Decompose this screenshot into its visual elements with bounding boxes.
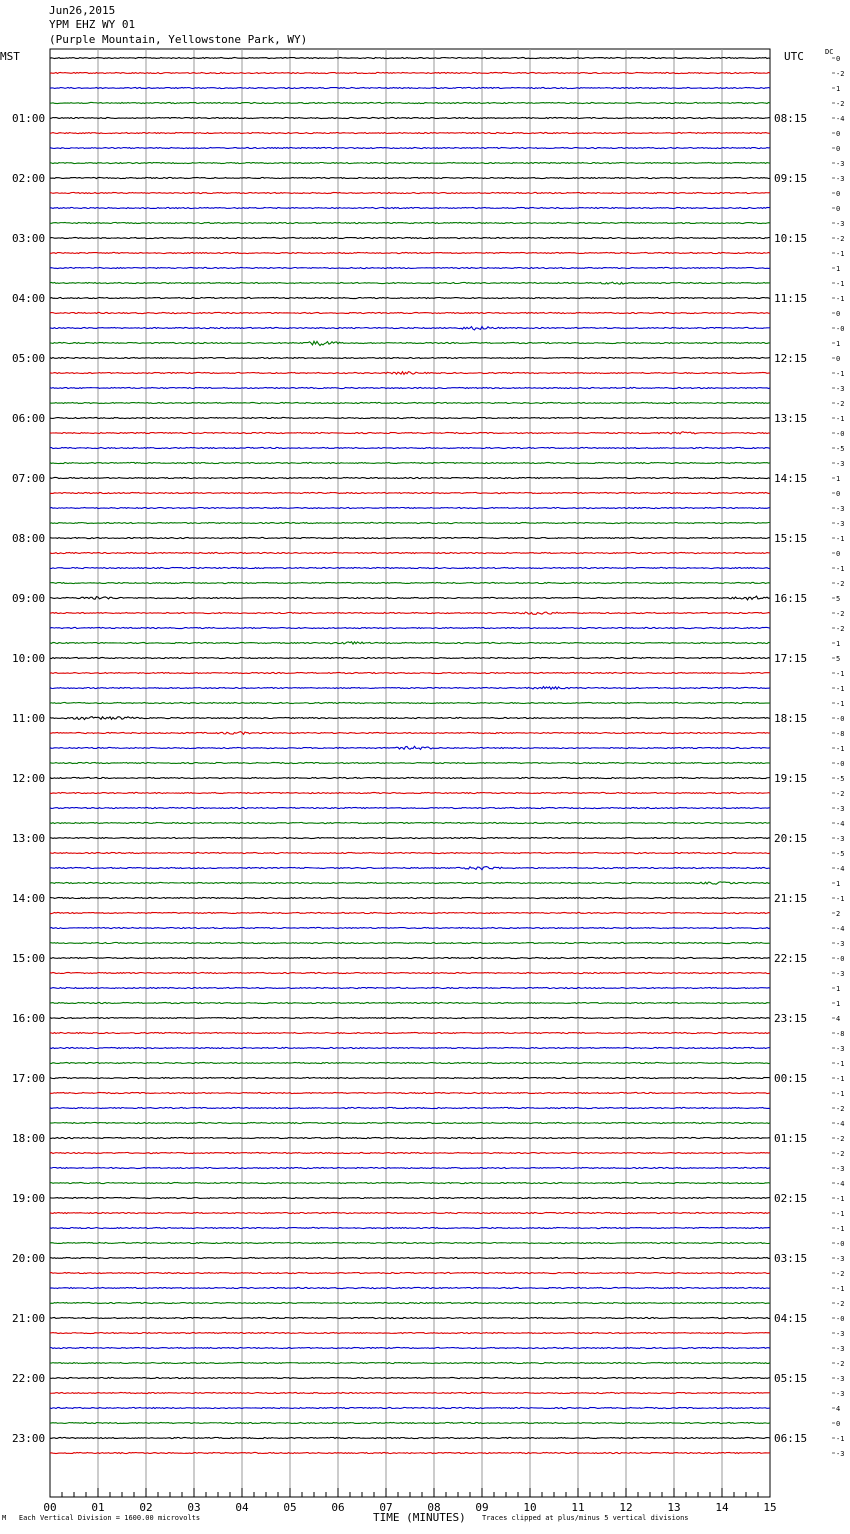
dc-offset-label: -8 — [836, 1030, 845, 1038]
dc-offset-label: -4 — [836, 1180, 845, 1188]
trace-row — [50, 1092, 770, 1093]
dc-offset-label: -3 — [836, 220, 845, 228]
x-tick-label: 12 — [619, 1501, 633, 1514]
dc-offset-label: 0 — [836, 205, 841, 213]
utc-hour-label: 08:15 — [774, 112, 808, 125]
x-tick-label: 15 — [763, 1501, 777, 1514]
dc-offset-label: -3 — [836, 505, 845, 513]
mst-hour-label: 16:00 — [12, 1012, 46, 1025]
trace-row — [50, 432, 770, 434]
dc-offset-label: -1 — [836, 670, 845, 678]
mst-hour-label: 18:00 — [12, 1132, 46, 1145]
dc-offset-label: 0 — [836, 550, 841, 558]
utc-hour-label: 06:15 — [774, 1432, 808, 1445]
trace-row — [50, 462, 770, 463]
trace-row — [50, 447, 770, 448]
dc-offset-header: DC — [825, 48, 834, 56]
mst-hour-label: 01:00 — [12, 112, 46, 125]
trace-row — [50, 57, 770, 58]
x-tick-label: 08 — [427, 1501, 441, 1514]
dc-offset-label: 4 — [836, 1405, 841, 1413]
trace-row — [50, 582, 770, 583]
trace-row — [50, 1077, 770, 1078]
dc-offset-label: -0 — [836, 760, 845, 768]
dc-offset-label: -3 — [836, 160, 845, 168]
dc-offset-label: -3 — [836, 1450, 845, 1458]
trace-row — [50, 1197, 770, 1198]
trace-row — [50, 282, 770, 284]
dc-offset-label: 0 — [836, 190, 841, 198]
trace-row — [50, 1227, 770, 1228]
utc-hour-label: 22:15 — [774, 952, 808, 965]
dc-offset-label: -2 — [836, 1360, 845, 1368]
trace-row — [50, 147, 770, 148]
trace-row — [50, 942, 770, 943]
dc-offset-label: -2 — [836, 1150, 845, 1158]
trace-row — [50, 387, 770, 388]
dc-offset-label: -2 — [836, 100, 845, 108]
mst-hour-label: 13:00 — [12, 832, 46, 845]
mst-hour-label: 07:00 — [12, 472, 46, 485]
dc-offset-label: -2 — [836, 610, 845, 618]
utc-hour-label: 23:15 — [774, 1012, 808, 1025]
dc-offset-label: -3 — [836, 805, 845, 813]
trace-row — [50, 1317, 770, 1318]
trace-row — [50, 1137, 770, 1138]
trace-row — [50, 1377, 770, 1378]
trace-row — [50, 1287, 770, 1288]
dc-offset-label: -5 — [836, 775, 845, 783]
trace-row — [50, 372, 770, 375]
dc-offset-label: -1 — [836, 415, 845, 423]
dc-offset-label: -1 — [836, 1225, 845, 1233]
dc-offset-label: -2 — [836, 1270, 845, 1278]
dc-offset-label: -4 — [836, 865, 845, 873]
mst-hour-label: 22:00 — [12, 1372, 46, 1385]
trace-row — [50, 972, 770, 973]
trace-row — [50, 882, 770, 884]
dc-offset-label: -0 — [836, 715, 845, 723]
trace-row — [50, 312, 770, 313]
dc-offset-label: 0 — [836, 55, 841, 63]
trace-row — [50, 672, 770, 673]
trace-row — [50, 642, 770, 644]
trace-row — [50, 567, 770, 568]
mst-hour-label: 15:00 — [12, 952, 46, 965]
utc-hour-label: 11:15 — [774, 292, 808, 305]
mst-hour-label: 05:00 — [12, 352, 46, 365]
utc-hour-label: 17:15 — [774, 652, 808, 665]
dc-offset-label: -0 — [836, 325, 845, 333]
dc-offset-label: -3 — [836, 1165, 845, 1173]
dc-offset-label: -2 — [836, 580, 845, 588]
dc-offset-label: 0 — [836, 310, 841, 318]
utc-hour-label: 09:15 — [774, 172, 808, 185]
dc-offset-label: 1 — [836, 1000, 841, 1008]
dc-offset-label: -3 — [836, 1390, 845, 1398]
x-tick-label: 07 — [379, 1501, 393, 1514]
dc-offset-label: -1 — [836, 1435, 845, 1443]
dc-offset-label: 4 — [836, 1015, 841, 1023]
trace-row — [50, 87, 770, 88]
dc-offset-label: -1 — [836, 685, 845, 693]
grid-layer — [50, 49, 770, 1497]
dc-offset-label: -2 — [836, 1135, 845, 1143]
dc-offset-label: -1 — [836, 1285, 845, 1293]
trace-row — [50, 477, 770, 478]
dc-offset-label: -3 — [836, 520, 845, 528]
trace-row — [50, 132, 770, 133]
trace-row — [50, 492, 770, 493]
utc-hour-label: 15:15 — [774, 532, 808, 545]
dc-offset-label: -4 — [836, 820, 845, 828]
trace-row — [50, 807, 770, 808]
trace-row — [50, 326, 770, 329]
trace-row — [50, 1182, 770, 1183]
dc-offset-label: -3 — [836, 835, 845, 843]
x-tick-label: 03 — [187, 1501, 201, 1514]
trace-row — [50, 1257, 770, 1258]
dc-offset-label: -3 — [836, 385, 845, 393]
trace-row — [50, 1107, 770, 1108]
utc-hour-label: 04:15 — [774, 1312, 808, 1325]
trace-row — [50, 102, 770, 103]
trace-row — [50, 657, 770, 658]
dc-offset-label: 1 — [836, 985, 841, 993]
dc-offset-label: -1 — [836, 745, 845, 753]
dc-offset-label: -8 — [836, 730, 845, 738]
trace-row — [50, 1422, 770, 1423]
utc-hour-label: 18:15 — [774, 712, 808, 725]
mst-hour-label: 12:00 — [12, 772, 46, 785]
mst-hour-label: 08:00 — [12, 532, 46, 545]
trace-row — [50, 402, 770, 403]
trace-row — [50, 1407, 770, 1408]
dc-offset-label: 1 — [836, 85, 841, 93]
scale-note-text: Each Vertical Division = 1600.00 microvolts — [18, 1514, 201, 1522]
trace-row — [50, 267, 770, 268]
trace-row — [50, 867, 770, 870]
x-tick-label: 01 — [91, 1501, 105, 1514]
trace-row — [50, 207, 770, 208]
dc-offset-label: -1 — [836, 895, 845, 903]
x-tick-label: 10 — [523, 1501, 537, 1514]
trace-row — [50, 822, 770, 823]
clip-note: Traces clipped at plus/minus 5 vertical divisions — [482, 1514, 689, 1522]
trace-row — [50, 687, 770, 690]
dc-offset-label: -2 — [836, 400, 845, 408]
scale-note — [2, 1514, 200, 1522]
trace-row — [50, 297, 770, 298]
trace-row — [50, 237, 770, 238]
dc-offset-label: -1 — [836, 280, 845, 288]
trace-row — [50, 1047, 770, 1048]
trace-row — [50, 117, 770, 118]
dc-offset-label: -1 — [836, 565, 845, 573]
trace-row — [50, 1017, 770, 1018]
trace-row — [50, 1212, 770, 1213]
trace-row — [50, 341, 770, 345]
dc-offset-label: -5 — [836, 445, 845, 453]
trace-row — [50, 897, 770, 898]
dc-offset-label: -1 — [836, 1075, 845, 1083]
trace-row — [50, 1032, 770, 1033]
dc-offset-label: -2 — [836, 790, 845, 798]
dc-offset-label: -1 — [836, 700, 845, 708]
dc-offset-label: -2 — [836, 625, 845, 633]
mst-hour-label: 11:00 — [12, 712, 46, 725]
dc-offset-label: 1 — [836, 340, 841, 348]
trace-row — [50, 192, 770, 193]
chart-date: Jun26,2015 — [49, 4, 116, 17]
trace-row — [50, 252, 770, 253]
trace-row — [50, 792, 770, 793]
mst-hour-label: 10:00 — [12, 652, 46, 665]
utc-hour-label: 19:15 — [774, 772, 808, 785]
x-tick-label: 09 — [475, 1501, 489, 1514]
x-tick-label: 06 — [331, 1501, 345, 1514]
dc-offset-label: -4 — [836, 1120, 845, 1128]
dc-offset-label: -2 — [836, 1300, 845, 1308]
dc-offset-label: 1 — [836, 880, 841, 888]
dc-offset-label: -3 — [836, 1345, 845, 1353]
utc-hour-label: 02:15 — [774, 1192, 808, 1205]
dc-offset-label: -1 — [836, 1195, 845, 1203]
right-timezone-label: UTC — [784, 50, 804, 63]
mst-hour-label: 06:00 — [12, 412, 46, 425]
x-tick-label: 14 — [715, 1501, 729, 1514]
mst-hour-label: 09:00 — [12, 592, 46, 605]
mst-hour-label: 19:00 — [12, 1192, 46, 1205]
mst-hour-label: 03:00 — [12, 232, 46, 245]
traces-layer — [50, 57, 770, 1453]
trace-row — [50, 177, 770, 178]
trace-row — [50, 1272, 770, 1273]
utc-hour-label: 16:15 — [774, 592, 808, 605]
trace-row — [50, 1362, 770, 1363]
trace-row — [50, 537, 770, 538]
trace-row — [50, 1167, 770, 1168]
trace-row — [50, 162, 770, 163]
dc-offset-label: 0 — [836, 355, 841, 363]
utc-hour-label: 20:15 — [774, 832, 808, 845]
trace-row — [50, 1347, 770, 1348]
trace-row — [50, 777, 770, 778]
dc-offset-label: -1 — [836, 1090, 845, 1098]
left-timezone-label: MST — [0, 50, 20, 63]
dc-offset-label: 5 — [836, 595, 841, 603]
trace-row — [50, 1152, 770, 1153]
trace-row — [50, 746, 770, 749]
dc-offset-label: -3 — [836, 970, 845, 978]
dc-offset-label: -2 — [836, 70, 845, 78]
dc-offset-label: -3 — [836, 1045, 845, 1053]
trace-row — [50, 357, 770, 358]
dc-offset-label: -1 — [836, 1060, 845, 1068]
x-tick-label: 13 — [667, 1501, 681, 1514]
plot-frame — [50, 49, 770, 1497]
dc-offset-label: -1 — [836, 1210, 845, 1218]
trace-row — [50, 1242, 770, 1243]
trace-row — [50, 1002, 770, 1003]
utc-hour-label: 21:15 — [774, 892, 808, 905]
utc-hour-label: 03:15 — [774, 1252, 808, 1265]
trace-row — [50, 1302, 770, 1303]
dc-offset-label: -0 — [836, 1315, 845, 1323]
dc-offset-label: 5 — [836, 655, 841, 663]
trace-row — [50, 627, 770, 628]
utc-hour-label: 05:15 — [774, 1372, 808, 1385]
trace-row — [50, 732, 770, 735]
mst-hour-label: 20:00 — [12, 1252, 46, 1265]
x-tick-label: 11 — [571, 1501, 585, 1514]
footer-mark: M — [2, 1514, 7, 1522]
trace-row — [50, 507, 770, 508]
trace-row — [50, 852, 770, 853]
trace-row — [50, 1452, 770, 1453]
trace-row — [50, 702, 770, 703]
dc-offset-label: -3 — [836, 940, 845, 948]
trace-row — [50, 522, 770, 523]
labels-layer — [12, 55, 844, 1514]
x-tick-label: 04 — [235, 1501, 249, 1514]
mst-hour-label: 14:00 — [12, 892, 46, 905]
trace-row — [50, 552, 770, 553]
trace-row — [50, 912, 770, 913]
dc-offset-label: -3 — [836, 1255, 845, 1263]
x-tick-label: 02 — [139, 1501, 153, 1514]
dc-offset-label: 0 — [836, 130, 841, 138]
trace-row — [50, 987, 770, 988]
trace-row — [50, 222, 770, 223]
dc-offset-label: -5 — [836, 850, 845, 858]
utc-hour-label: 00:15 — [774, 1072, 808, 1085]
utc-hour-label: 01:15 — [774, 1132, 808, 1145]
utc-hour-label: 12:15 — [774, 352, 808, 365]
dc-offset-label: -4 — [836, 925, 845, 933]
dc-offset-label: -3 — [836, 175, 845, 183]
trace-row — [50, 72, 770, 73]
x-axis-title: TIME (MINUTES) — [373, 1511, 466, 1524]
trace-row — [50, 762, 770, 763]
dc-offset-label: -1 — [836, 370, 845, 378]
dc-offset-label: -1 — [836, 250, 845, 258]
dc-offset-label: 1 — [836, 265, 841, 273]
x-tick-label: 05 — [283, 1501, 297, 1514]
dc-offset-label: -2 — [836, 235, 845, 243]
dc-offset-label: -4 — [836, 115, 845, 123]
utc-hour-label: 10:15 — [774, 232, 808, 245]
dc-offset-label: 2 — [836, 910, 841, 918]
station-location: (Purple Mountain, Yellowstone Park, WY) — [49, 33, 308, 46]
dc-offset-label: 1 — [836, 640, 841, 648]
dc-offset-label: -1 — [836, 535, 845, 543]
dc-offset-label: 0 — [836, 490, 841, 498]
trace-row — [50, 1392, 770, 1393]
trace-row — [50, 957, 770, 958]
utc-hour-label: 14:15 — [774, 472, 808, 485]
mst-hour-label: 21:00 — [12, 1312, 46, 1325]
trace-row — [50, 927, 770, 928]
trace-row — [50, 717, 770, 720]
trace-row — [50, 612, 770, 614]
trace-row — [50, 1062, 770, 1063]
x-tick-label: 00 — [43, 1501, 57, 1514]
trace-row — [50, 596, 770, 600]
station-code: YPM EHZ WY 01 — [49, 18, 136, 31]
dc-offset-label: -2 — [836, 1105, 845, 1113]
trace-row — [50, 837, 770, 838]
dc-offset-label: -1 — [836, 295, 845, 303]
mst-hour-label: 23:00 — [12, 1432, 46, 1445]
mst-hour-label: 17:00 — [12, 1072, 46, 1085]
utc-hour-label: 13:15 — [774, 412, 808, 425]
trace-row — [50, 1122, 770, 1123]
dc-offset-label: -3 — [836, 460, 845, 468]
dc-offset-label: -0 — [836, 430, 845, 438]
dc-offset-label: -3 — [836, 1330, 845, 1338]
trace-row — [50, 1332, 770, 1333]
dc-offset-label: 1 — [836, 475, 841, 483]
dc-offset-label: -0 — [836, 1240, 845, 1248]
mst-hour-label: 04:00 — [12, 292, 46, 305]
dc-offset-label: 0 — [836, 1420, 841, 1428]
dc-offset-label: 0 — [836, 145, 841, 153]
dc-offset-label: -3 — [836, 1375, 845, 1383]
mst-hour-label: 02:00 — [12, 172, 46, 185]
trace-row — [50, 417, 770, 418]
dc-offset-label: -0 — [836, 955, 845, 963]
trace-row — [50, 1437, 770, 1438]
